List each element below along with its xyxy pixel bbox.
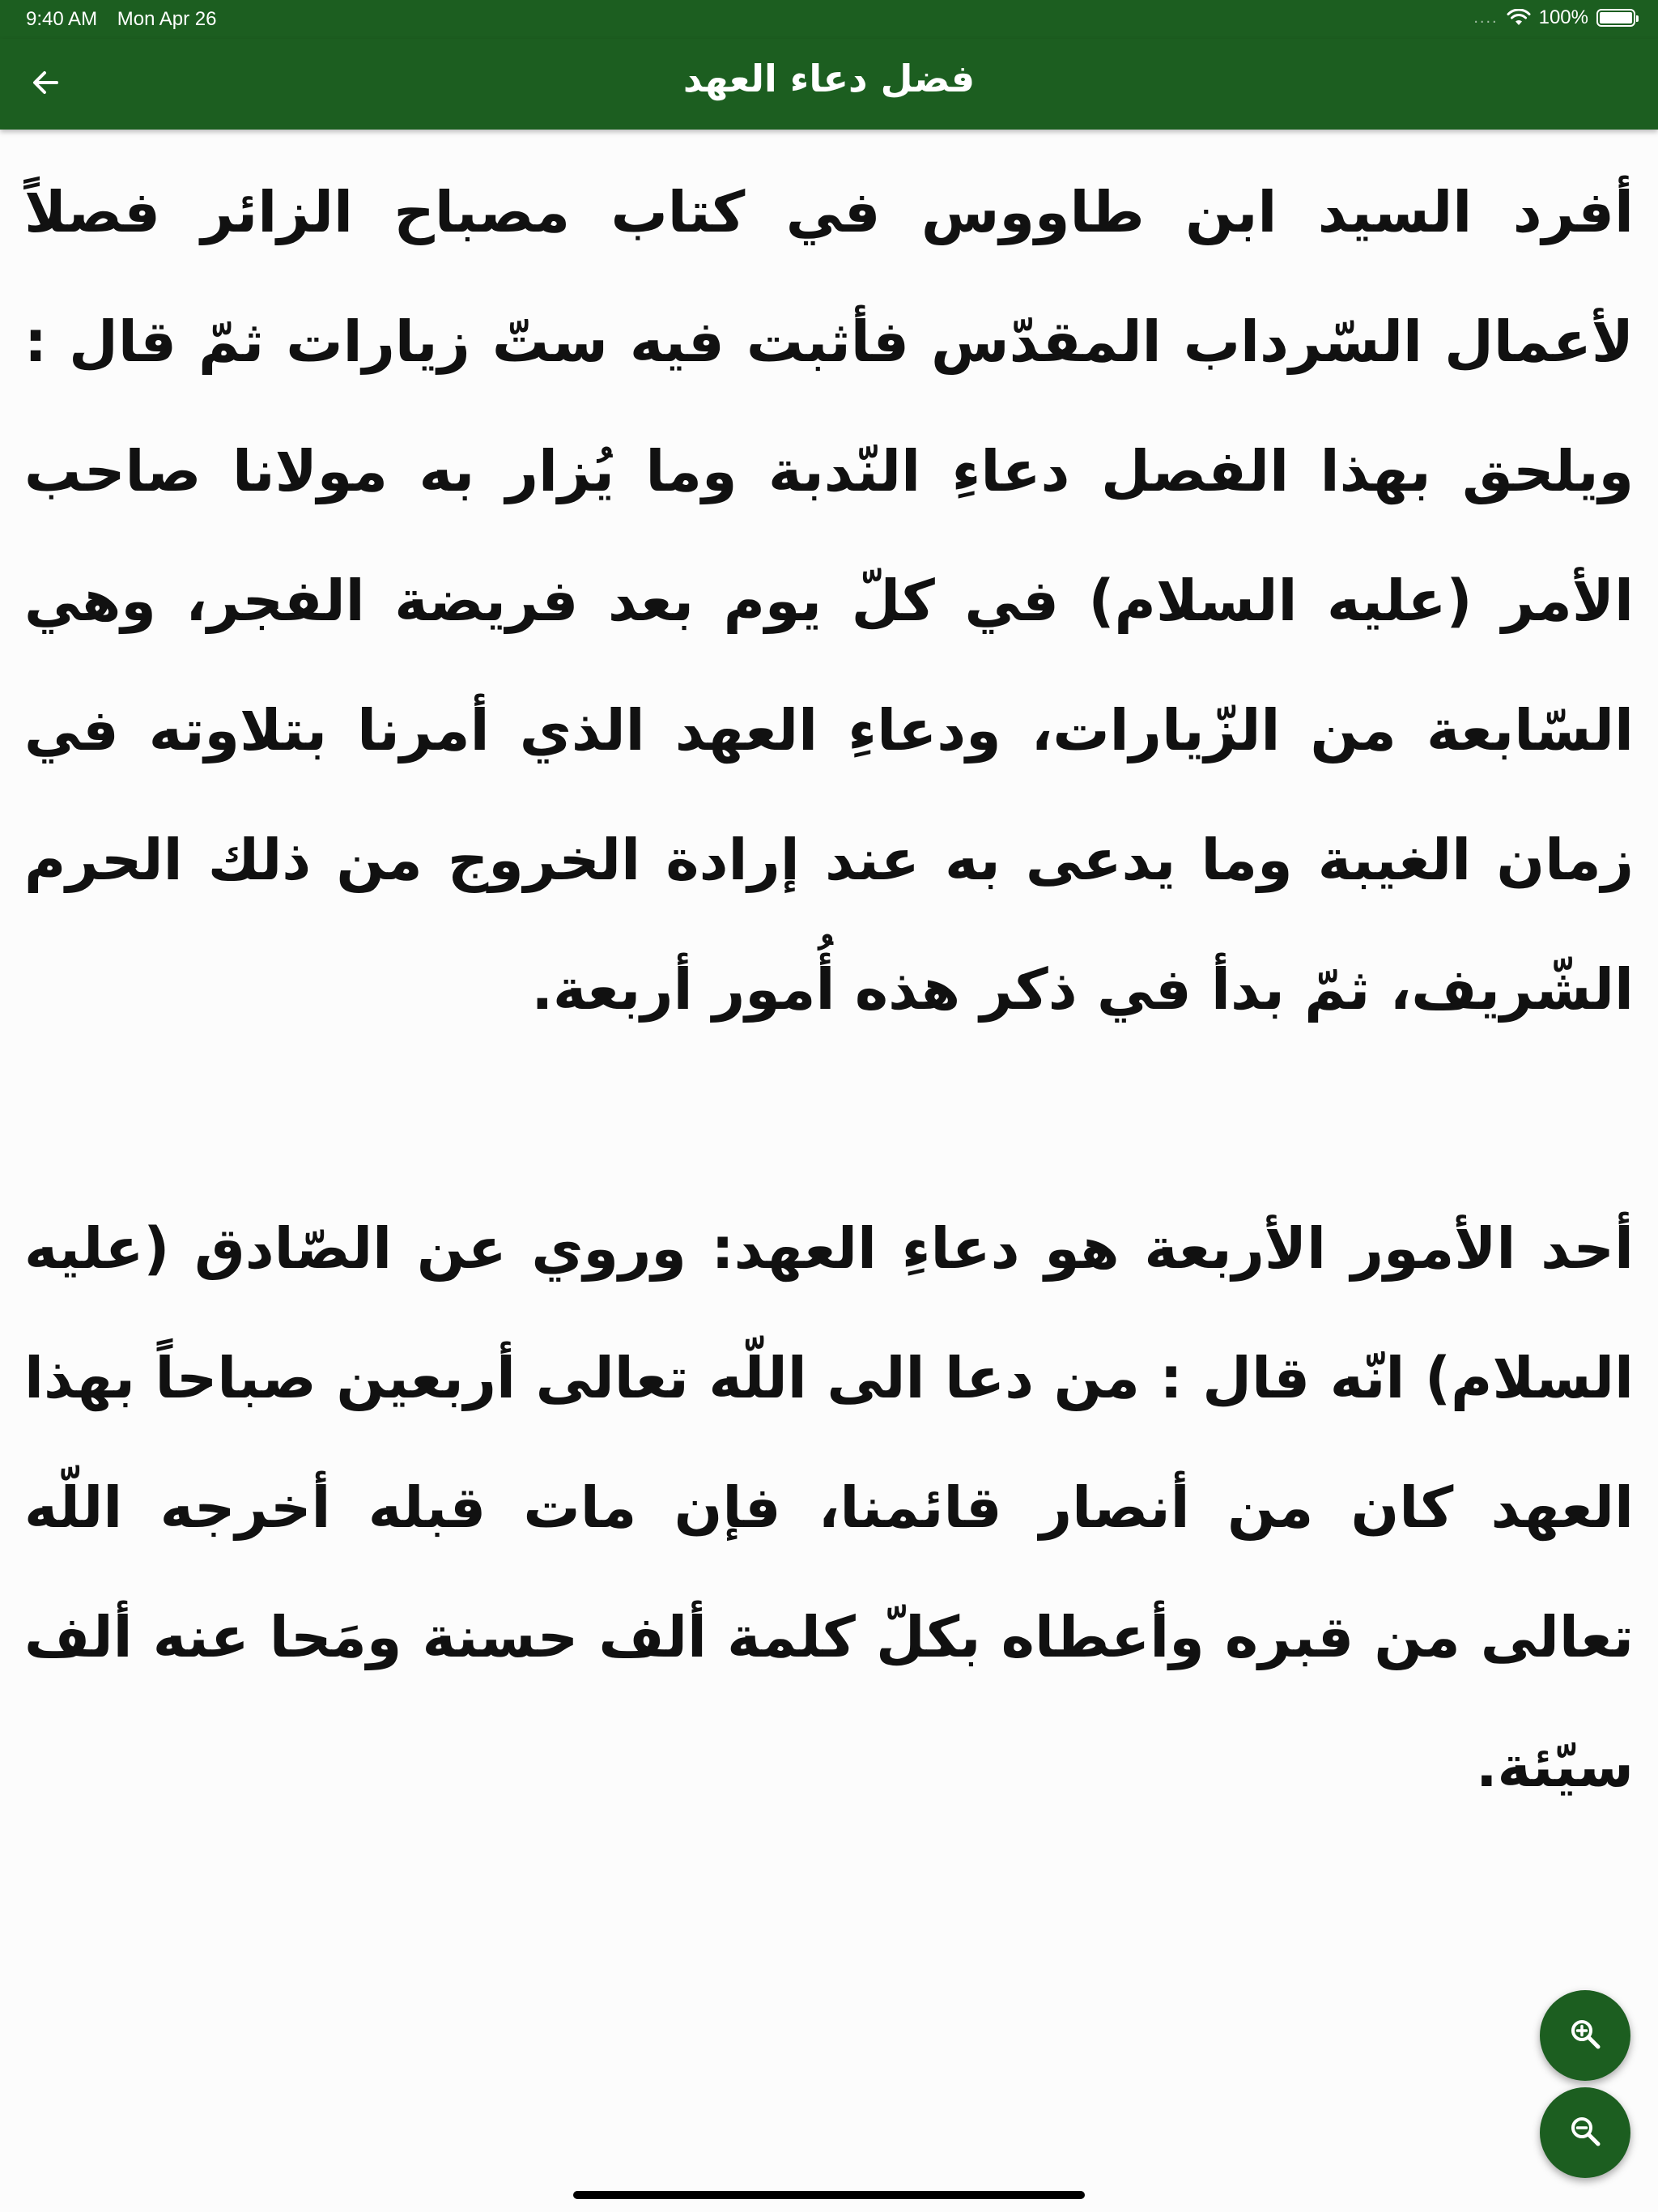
status-date: Mon Apr 26 <box>117 8 217 30</box>
home-indicator[interactable] <box>573 2191 1085 2199</box>
wifi-icon <box>1507 9 1531 27</box>
article-content <box>24 147 1634 1831</box>
status-left <box>26 8 231 31</box>
zoom-in-button[interactable] <box>1540 1990 1630 2081</box>
battery-icon <box>1596 9 1635 27</box>
signal-icon: .... <box>1473 8 1499 27</box>
battery-percent: 100% <box>1538 6 1588 28</box>
zoom-in-icon <box>1567 2016 1603 2055</box>
status-right <box>1473 6 1635 29</box>
page-title: فضل دعاء العهد <box>682 57 976 100</box>
status-bar <box>0 0 1658 39</box>
status-time: 9:40 AM <box>26 8 98 30</box>
battery-fill <box>1600 12 1632 23</box>
zoom-out-button[interactable] <box>1540 2087 1630 2178</box>
article-paragraph: أفرد السيد ابن طاووس في كتاب مصباح الزائر فصلاً لأعمال السّرداب المقدّس فأثبت فيه ستّ زيارات ثمّ قال : ويلحق بهذا الفصل دعاءِ النّدبة وما يُزار به مولانا صاحب الأمر (عليه السلام) في كلّ يوم بعد فريضة الفجر، وهي السّابعة من الزّيارات، ودعاءِ العهد الذي أمرنا بتلاوته في زمان الغيبة وما يدعى به عند إرادة الخروج من ذلك الحرم الشّريف، ثمّ بدأ في ذكر هذه أُمور أربعة. <box>24 179 1634 1023</box>
article-paragraph: أحد الأمور الأربعة هو دعاءِ العهد: وروي عن الصّادق (عليه السلام) انّه قال : من دعا الى اللّه تعالى أربعين صباحاً بهذا العهد كان من أنصار قائمنا، فإن مات قبله أخرجه اللّه تعالى من قبره وأعطاه بكلّ كلمة ألف حسنة ومَحا عنه ألف سيّئة. <box>24 1215 1634 1800</box>
app-bar <box>0 39 1658 130</box>
zoom-out-icon <box>1567 2113 1603 2152</box>
